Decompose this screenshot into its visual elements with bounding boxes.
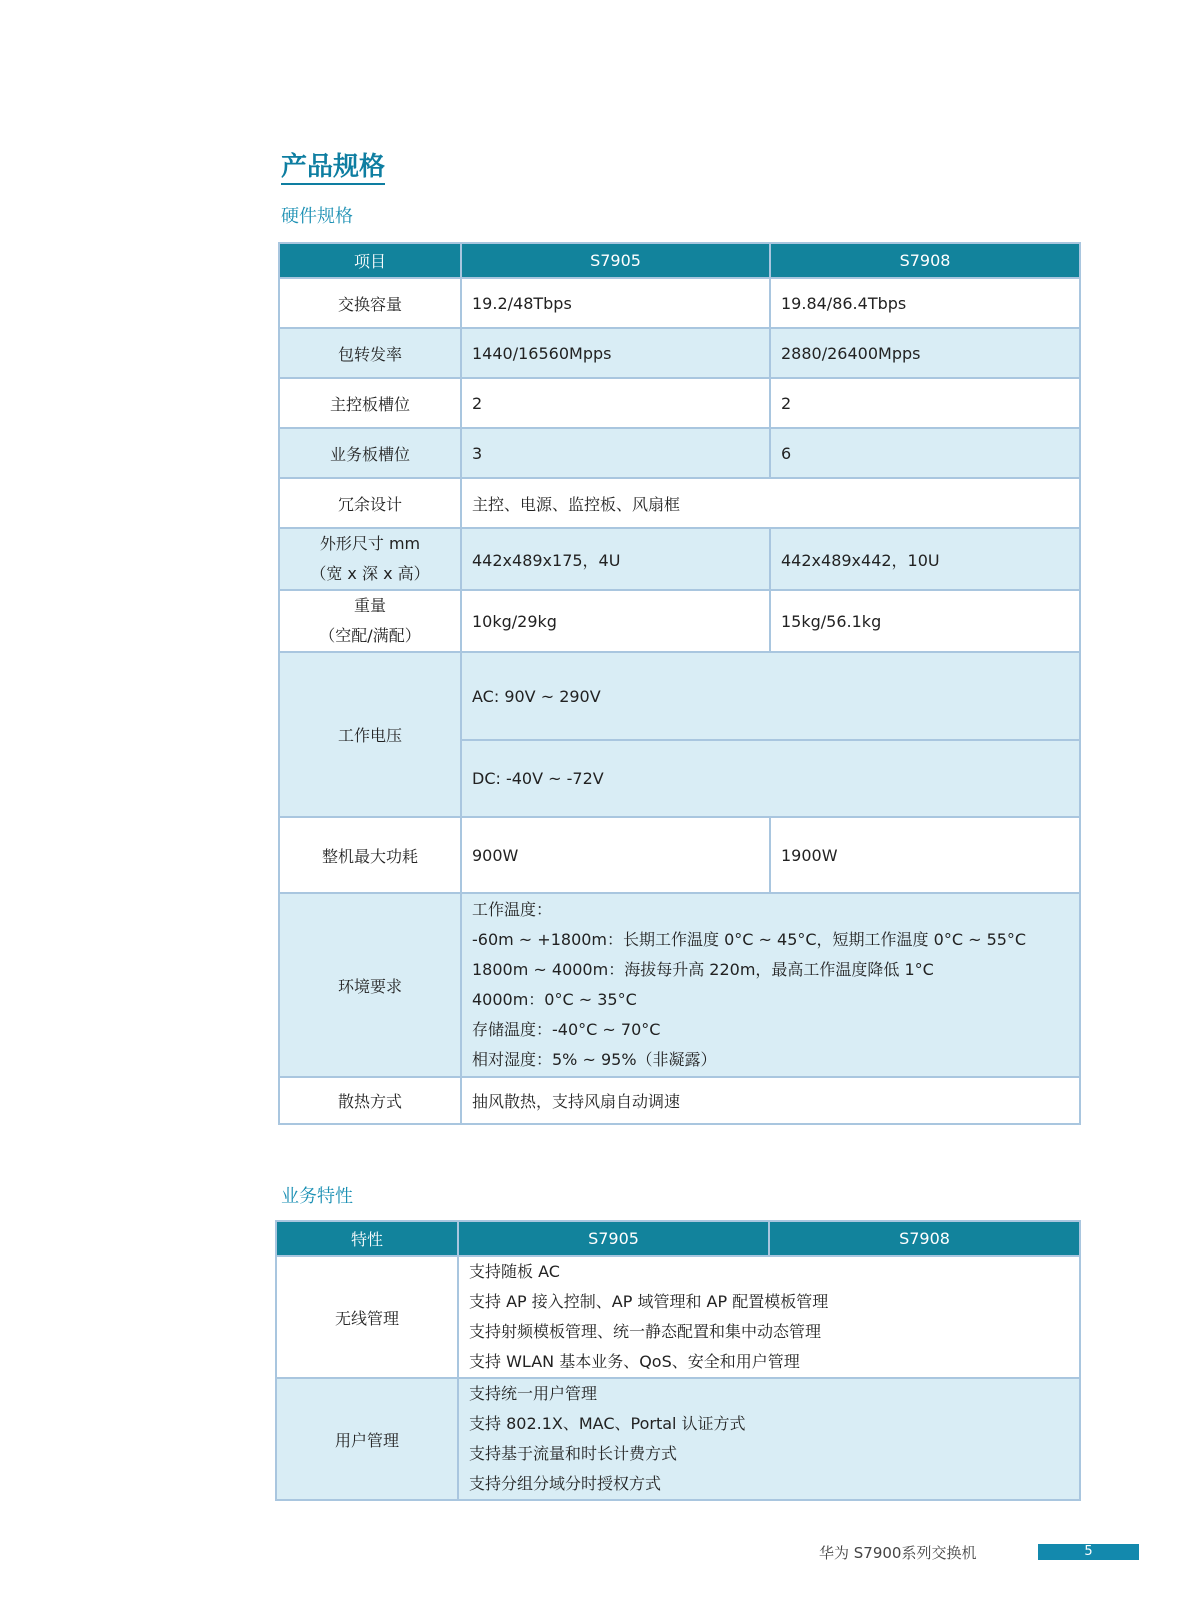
table-row	[279, 278, 1080, 328]
cell-line: 支持基于流量和时长计费方式	[469, 1444, 678, 1463]
cell-line: 相对湿度：5% ~ 95%（非凝露）	[472, 1050, 717, 1069]
row-label: 工作电压	[279, 652, 461, 817]
cell-merged: 抽风散热，支持风扇自动调速	[461, 1077, 1080, 1124]
cell-s7908: 1900W	[770, 817, 1080, 893]
row-label-line: 外形尺寸 mm	[319, 534, 421, 553]
table-row	[276, 1256, 1080, 1378]
hardware-spec-table	[278, 242, 1081, 1125]
cell-s7908: 6	[770, 428, 1080, 478]
cell-line: 支持 802.1X、MAC、Portal 认证方式	[469, 1414, 746, 1433]
table-row	[279, 893, 1080, 1077]
row-label: 主控板槽位	[279, 378, 461, 428]
header-s7905: S7905	[458, 1221, 769, 1256]
table-row	[279, 428, 1080, 478]
cell-line: 工作温度：	[472, 900, 553, 919]
cell-s7905: 2	[461, 378, 770, 428]
table-header-row	[279, 243, 1080, 278]
row-label: 包转发率	[279, 328, 461, 378]
page-number: 5	[1038, 1544, 1139, 1560]
row-label	[279, 528, 461, 590]
cell-s7908: 2880/26400Mpps	[770, 328, 1080, 378]
page-title: 产品规格	[281, 152, 385, 185]
cell-s7908: 15kg/56.1kg	[770, 590, 1080, 652]
footer-product-name: 华为 S7900系列交换机	[819, 1544, 977, 1562]
cell-s7905: 19.2/48Tbps	[461, 278, 770, 328]
table-header-row	[276, 1221, 1080, 1256]
cell-s7905: 3	[461, 428, 770, 478]
cell-s7905: 442x489x175，4U	[461, 528, 770, 590]
cell-s7908: 442x489x442，10U	[770, 528, 1080, 590]
row-label: 无线管理	[276, 1256, 458, 1378]
cell-line: 存储温度：-40°C ~ 70°C	[472, 1020, 661, 1039]
services-table	[275, 1220, 1081, 1501]
cell-line: 支持 AP 接入控制、AP 域管理和 AP 配置模板管理	[469, 1292, 829, 1311]
header-feature: 特性	[276, 1221, 458, 1256]
cell-line: 4000m：0°C ~ 35°C	[472, 990, 637, 1009]
table-row	[279, 817, 1080, 893]
cell-line: 支持随板 AC	[469, 1262, 560, 1281]
cell-s7905: 10kg/29kg	[461, 590, 770, 652]
row-label: 用户管理	[276, 1378, 458, 1500]
row-label: 散热方式	[279, 1077, 461, 1124]
row-label: 交换容量	[279, 278, 461, 328]
cell-merged	[458, 1256, 1080, 1378]
cell-line: 支持分组分域分时授权方式	[469, 1474, 662, 1493]
table-row	[279, 328, 1080, 378]
table-row	[279, 528, 1080, 590]
cell-line: -60m ~ +1800m：长期工作温度 0°C ~ 45°C，短期工作温度 0°C ~ 55°C	[472, 930, 1027, 949]
table-row	[276, 1378, 1080, 1500]
cell-merged: AC: 90V ~ 290V	[461, 652, 1080, 740]
cell-line: 支持统一用户管理	[469, 1384, 598, 1403]
cell-merged: 主控、电源、监控板、风扇框	[461, 478, 1080, 528]
cell-s7908: 19.84/86.4Tbps	[770, 278, 1080, 328]
row-label: 冗余设计	[279, 478, 461, 528]
row-label	[279, 590, 461, 652]
cell-merged	[458, 1378, 1080, 1500]
row-label: 整机最大功耗	[279, 817, 461, 893]
header-s7908: S7908	[769, 1221, 1080, 1256]
header-item: 项目	[279, 243, 461, 278]
row-label: 环境要求	[279, 893, 461, 1077]
cell-line: 支持射频模板管理、统一静态配置和集中动态管理	[469, 1322, 822, 1341]
table-row	[279, 478, 1080, 528]
row-label-line: （宽 x 深 x 高）	[310, 564, 430, 583]
header-s7905: S7905	[461, 243, 770, 278]
cell-s7908: 2	[770, 378, 1080, 428]
services-section-title: 业务特性	[281, 1186, 353, 1207]
row-label-line: 重量	[353, 596, 386, 615]
cell-line: 1800m ~ 4000m：海拔每升高 220m，最高工作温度降低 1°C	[472, 960, 934, 979]
cell-line: 支持 WLAN 基本业务、QoS、安全和用户管理	[469, 1352, 800, 1371]
table-row	[279, 1077, 1080, 1124]
cell-merged	[461, 893, 1080, 1077]
cell-s7905: 1440/16560Mpps	[461, 328, 770, 378]
cell-s7905: 900W	[461, 817, 770, 893]
hardware-section-title: 硬件规格	[281, 206, 353, 227]
table-row	[279, 378, 1080, 428]
table-row	[279, 590, 1080, 652]
cell-merged: DC: -40V ~ -72V	[461, 740, 1080, 817]
header-s7908: S7908	[770, 243, 1080, 278]
row-label-line: （空配/满配）	[319, 626, 421, 645]
table-row	[279, 652, 1080, 740]
row-label: 业务板槽位	[279, 428, 461, 478]
